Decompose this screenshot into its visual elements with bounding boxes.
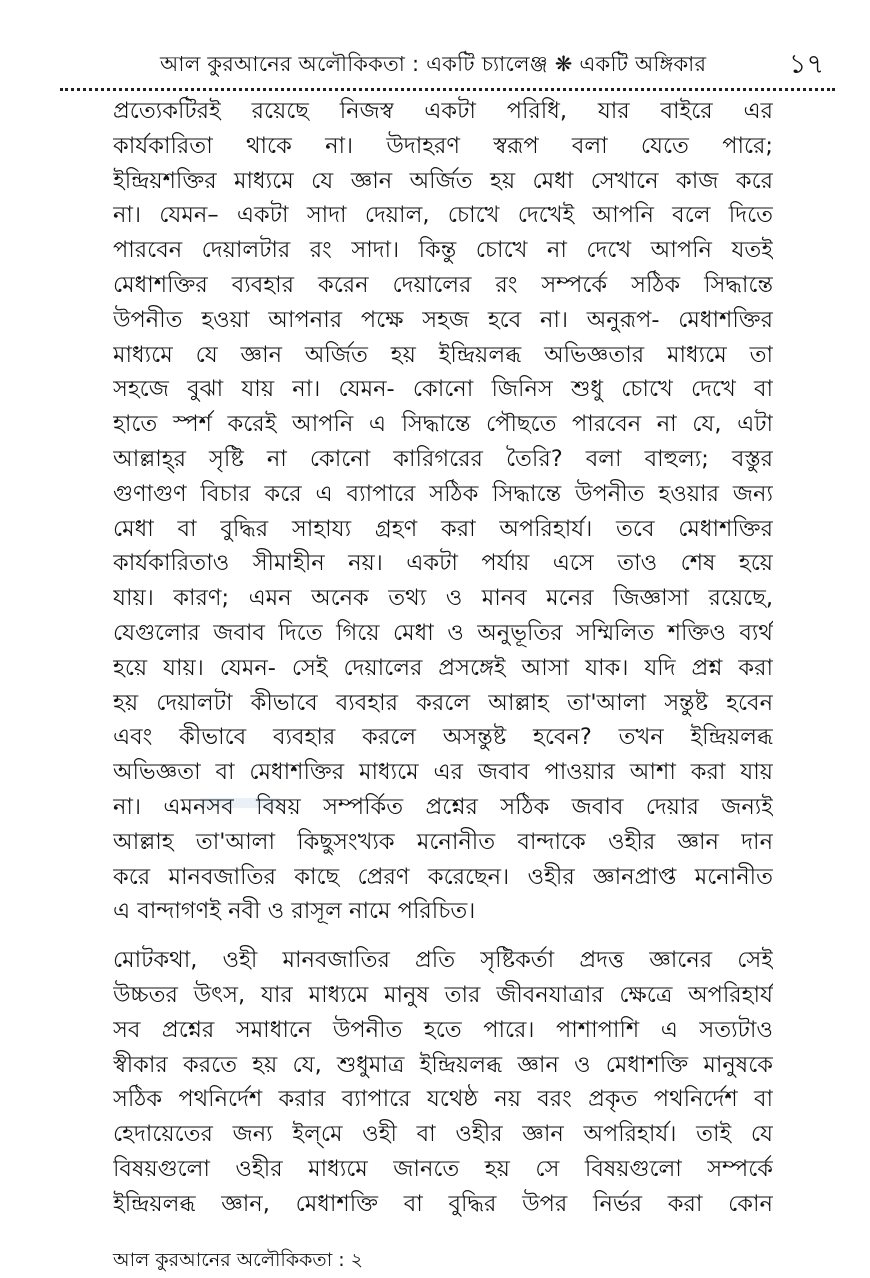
body-text — [113, 94, 773, 1222]
text-line: কার্যকারিতাও সীমাহীন নয়। একটা পর্যায় এসে তাও শেষ হয়ে — [113, 550, 773, 577]
text-line: উপনীত হওয়া আপনার পক্ষে সহজ হবে না। অনুরূপ- মেধাশক্তির — [113, 306, 773, 333]
text-line: হয় দেয়ালটা কীভাবে ব্যবহার করলে আল্লাহ তা'আলা সন্তুষ্ট হবেন — [113, 689, 773, 716]
text-line: উচ্চতর উৎস, যার মাধ্যমে মানুষ তার জীবনযাত্রার ক্ষেত্রে অপরিহার্য — [113, 981, 773, 1008]
text-line: না। যেমন– একটা সাদা দেয়াল, চোখে দেখেই আপনি বলে দিতে — [113, 202, 773, 229]
running-header — [60, 40, 830, 84]
text-line: সঠিক পথনির্দেশ করার ব্যাপারে যথেষ্ঠ নয় বরং প্রকৃত পথনির্দেশ বা — [113, 1086, 773, 1113]
paragraph-spacer — [113, 929, 773, 943]
text-line: এ বান্দাগণই নবী ও রাসূল নামে পরিচিত। — [113, 898, 476, 925]
running-footer: আল কুরআনের অলৌকিকতা : ২ — [113, 1249, 364, 1271]
header-dotted-rule — [60, 88, 835, 91]
text-line: হাতে স্পর্শ করেই আপনি এ সিদ্ধান্তে পৌছতে পারবেন না যে, এটা — [113, 411, 773, 438]
paragraph-1 — [113, 94, 773, 929]
text-line: সব প্রশ্নের সমাধানে উপনীত হতে পারে। পাশাপাশি এ সত্যটাও — [113, 1016, 773, 1043]
text-line: গুণাগুণ বিচার করে এ ব্যাপারে সঠিক সিদ্ধান্তে উপনীত হওয়ার জন্য — [113, 480, 773, 507]
page-number: ১৭ — [788, 49, 824, 80]
text-line: অভিজ্ঞতা বা মেধাশক্তির মাধ্যমে এর জবাব পাওয়ার আশা করা যায় — [113, 759, 773, 786]
text-line: বিষয়গুলো ওহীর মাধ্যমে জানতে হয় সে বিষয়গুলো সম্পর্কে — [113, 1155, 773, 1182]
text-line: পারবেন দেয়ালটার রং সাদা। কিন্তু চোখে না দেখে আপনি যতই — [113, 237, 773, 264]
text-line: যায়। কারণ; এমন অনেক তথ্য ও মানব মনের জিজ্ঞাসা রয়েছে, — [113, 585, 773, 612]
text-line: এবং কীভাবে ব্যবহার করলে অসন্তুষ্ট হবেন? তখন ইন্দ্রিয়লব্ধ — [113, 724, 773, 751]
paragraph-2 — [113, 943, 773, 1221]
text-line: যেগুলোর জবাব দিতে গিয়ে মেধা ও অনুভূতির সম্মিলিত শক্তিও ব্যর্থ — [113, 619, 773, 646]
text-line: না। এমনসব বিষয় সম্পর্কিত প্রশ্নের সঠিক জবাব দেয়ার জন্যই — [113, 793, 773, 820]
text-line: ইন্দ্রিয়লব্ধ জ্ঞান, মেধাশক্তি বা বুদ্ধির উপর নির্ভর করা কোন — [113, 1190, 773, 1217]
text-line: মেধা বা বুদ্ধির সাহায্য গ্রহণ করা অপরিহার্য। তবে মেধাশক্তির — [113, 515, 773, 542]
text-line: আল্লাহ তা'আলা কিছুসংখ্যক মনোনীত বান্দাকে ওহীর জ্ঞান দান — [113, 828, 773, 855]
text-line: করে মানবজাতির কাছে প্রেরণ করেছেন। ওহীর জ্ঞানপ্রাপ্ত মনোনীত — [113, 863, 773, 890]
text-line: প্রত্যেকটিরই রয়েছে নিজস্ব একটা পরিধি, যার বাইরে এর — [113, 98, 773, 124]
text-line: মেধাশক্তির ব্যবহার করেন দেয়ালের রং সম্পর্কে সঠিক সিদ্ধান্তে — [113, 271, 773, 298]
text-line: হেদায়েতের জন্য ইল্‌মে ওহী বা ওহীর জ্ঞান অপরিহার্য। তাই যে — [113, 1121, 773, 1148]
text-line: ইন্দ্রিয়শক্তির মাধ্যমে যে জ্ঞান অর্জিত হয় মেধা সেখানে কাজ করে — [113, 167, 773, 194]
text-line: মাধ্যমে যে জ্ঞান অর্জিত হয় ইন্দ্রিয়লব্ধ অভিজ্ঞতার মাধ্যমে তা — [113, 341, 773, 368]
text-line: সহজে বুঝা যায় না। যেমন- কোনো জিনিস শুধু চোখে দেখে বা — [113, 376, 773, 403]
text-line: কার্যকারিতা থাকে না। উদাহরণ স্বরূপ বলা যেতে পারে; — [113, 132, 773, 159]
text-line: স্বীকার করতে হয় যে, শুধুমাত্র ইন্দ্রিয়লব্ধ জ্ঞান ও মেধাশক্তি মানুষকে — [113, 1051, 773, 1078]
text-line: হয়ে যায়। যেমন- সেই দেয়ালের প্রসঙ্গেই আসা যাক। যদি প্রশ্ন করা — [113, 654, 773, 681]
text-line: মোটকথা, ওহী মানবজাতির প্রতি সৃষ্টিকর্তা প্রদত্ত জ্ঞানের সেই — [113, 947, 773, 974]
text-line: আল্লাহ্‌র সৃষ্টি না কোনো কারিগরের তৈরি? বলা বাহুল্য; বস্তুর — [113, 445, 773, 472]
header-title: আল কুরআনের অলৌকিকতা : একটি চ্যালেঞ্জ ❋ একটি অঙ্গিকার — [160, 52, 707, 76]
